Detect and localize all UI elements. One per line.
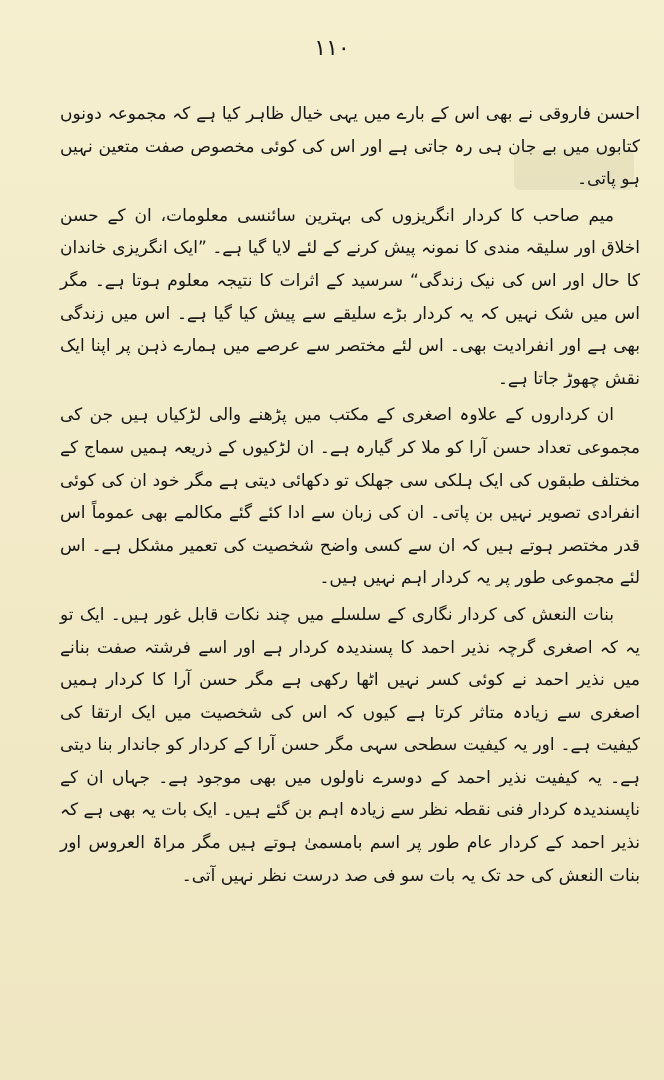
paragraph: احسن فاروقی نے بھی اس کے بارے میں یہی خیال ظاہر کیا ہے کہ مجموعہ دونوں کتابوں میں بے جان ہی رہ جاتی ہے اور اس کی کوئی مخصوص صفت متعین نہیں ہو پاتی۔ [60, 104, 640, 190]
paragraph: بنات النعش کی کردار نگاری کے سلسلے میں چند نکات قابل غور ہیں۔ ایک تو یہ کہ اصغری گرچہ نذیر احمد کا پسندیدہ کردار ہے اور اسے فرشتہ صفت بنانے میں نذیر احمد نے کوئی کسر نہیں اٹھا رکھی ہے مگر حسن آرا کا کردار ہمیں اصغری سے زیادہ متاثر کرتا ہے کیوں کہ اس کی شخصیت میں ایک ارتقا کی کیفیت ہے۔ اور یہ کیفیت سطحی سہی مگر حسن آرا کے کردار کو جاندار بنا دیتی ہے۔ یہ کیفیت نذیر احمد کے دوسرے ناولوں میں بھی موجود ہے۔ جہاں ان کے ناپسندیدہ کردار فنی نقطہ نظر سے زیادہ اہم بن گئے ہیں۔ ایک بات یہ بھی ہے کہ نذیر احمد کے کردار عام طور پر اسم بامسمیٰ ہوتے ہیں مگر مراۃ العروس اور بنات النعش کی حد تک یہ بات سو فی صد درست نظر نہیں آتی۔ [60, 604, 640, 886]
paragraph: میم صاحب کا کردار انگریزوں کی بہترین سائنسی معلومات، ان کے حسن اخلاق اور سلیقہ مندی کا نمونہ پیش کرنے کے لئے لایا گیا ہے۔ ”ایک انگریزی خاندان کا حال اور اس کی نیک زندگی“ سرسید کے اثرات کا نتیجہ معلوم ہوتا ہے۔ مگر اس میں شک نہیں کہ یہ کردار بڑے سلیقے سے پیش کیا گیا ہے۔ اس میں زندگی بھی ہے اور انفرادیت بھی۔ اس لئے مختصر سے عرصے میں ہمارے ذہن پر اپنا ایک نقش چھوڑ جاتا ہے۔ [60, 205, 640, 389]
urdu-text-body [60, 98, 640, 896]
paragraph: ان کرداروں کے علاوہ اصغری کے مکتب میں پڑھنے والی لڑکیاں ہیں جن کی مجموعی تعداد حسن آرا کو ملا کر گیارہ ہے۔ ان لڑکیوں کے ذریعہ ہمیں سماج کے مختلف طبقوں کی ایک ہلکی سی جھلک تو دکھائی دیتی ہے مگر خود ان کی کوئی انفرادی تصویر نہیں بن پاتی۔ ان کی زبان سے ادا کئے گئے مکالمے بھی عموماً اس قدر مختصر ہوتے ہیں کہ ان سے کسی واضح شخصیت کی تعمیر مشکل ہے۔ اس لئے مجموعی طور پر یہ کردار اہم نہیں ہیں۔ [60, 405, 640, 589]
page-number: ١١٠ [314, 36, 350, 61]
